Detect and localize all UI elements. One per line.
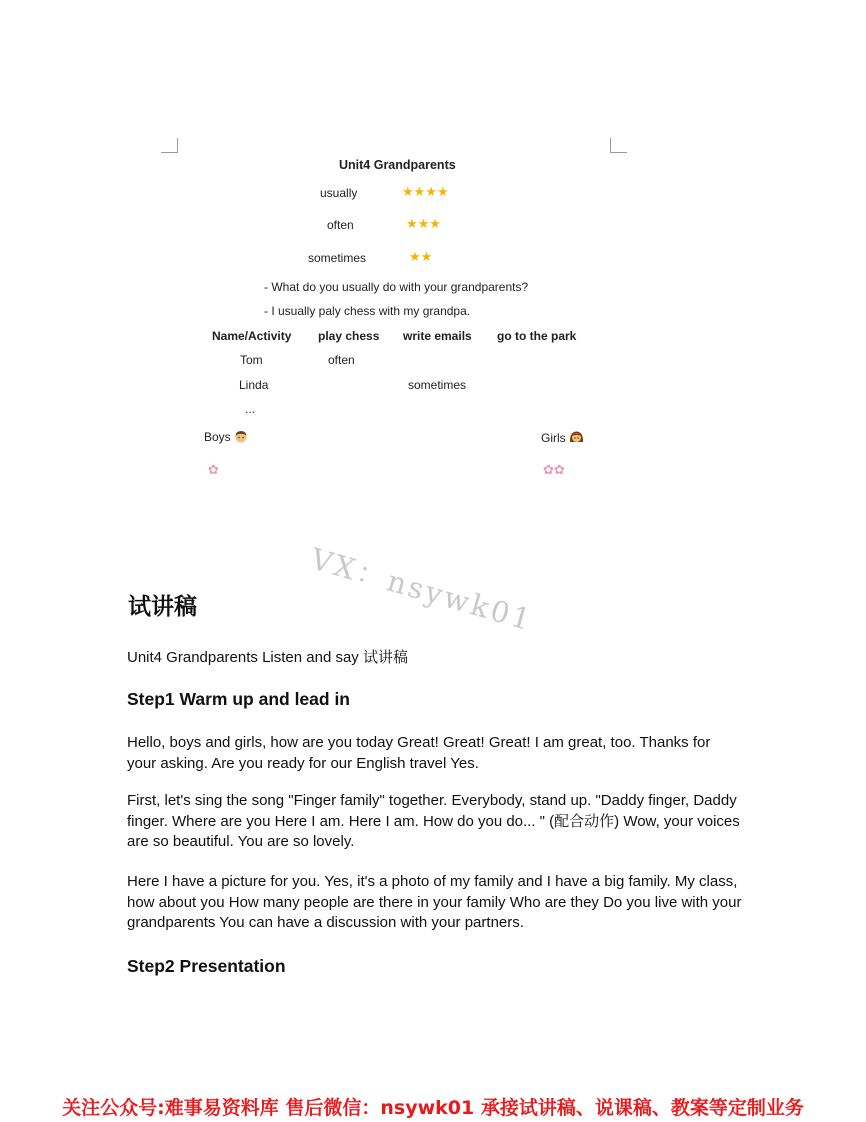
step1-heading: Step1 Warm up and lead in	[127, 689, 350, 709]
table-header: write emails	[403, 329, 472, 343]
frequency-word-usually: usually	[320, 186, 358, 200]
table-header: go to the park	[497, 329, 577, 343]
watermark-text: VX：nsywk01	[306, 541, 538, 638]
stars-icon-usually: ★★★★	[402, 184, 449, 199]
table-header: Name/Activity	[212, 329, 292, 343]
girls-flower-icon: ✿✿	[543, 462, 565, 477]
paragraph: Hello, boys and girls, how are you today Great! Great! Great! I am great, too. Thanks for your asking. Are you ready for our English travel Yes.	[127, 734, 711, 772]
dialogue-answer: - I usually paly chess with my grandpa.	[264, 304, 471, 318]
table-cell-name: Tom	[240, 353, 263, 367]
board-title: Unit4 Grandparents	[339, 158, 456, 172]
paragraph: Here I have a picture for you. Yes, it's a photo of my family and I have a big family. My class, how about you How many people are there in your family Who are they Do you live with your grandparents You can have a discussion with your partners.	[127, 873, 742, 931]
frequency-word-sometimes: sometimes	[308, 251, 367, 265]
table-header: play chess	[318, 329, 380, 343]
girl-emoji-icon	[566, 431, 584, 445]
footer-banner: 关注公众号:难事易资料库 售后微信：nsywk01 承接试讲稿、说课稿、教案等定制业务	[62, 1097, 804, 1119]
dialogue-question: - What do you usually do with your grandparents?	[264, 280, 529, 294]
table-cell-name: ...	[245, 402, 256, 416]
crop-mark-left	[161, 138, 178, 153]
script-subtitle: Unit4 Grandparents Listen and say 试讲稿	[127, 649, 408, 666]
girls-label: Girls	[541, 431, 566, 445]
boy-emoji-icon	[231, 430, 248, 444]
step2-heading: Step2 Presentation	[127, 956, 286, 976]
table-cell-play-chess: often	[328, 353, 355, 367]
boys-team	[204, 430, 248, 444]
boys-flower-icon: ✿	[208, 462, 219, 477]
crop-mark-right	[610, 138, 627, 153]
paragraph: First, let's sing the song "Finger family" together. Everybody, stand up. "Daddy finger, Daddy finger. Where are you Here I am. Here I am. How do you do... " (配合动作) Wow, your voices are so beautiful. You are so lovely.	[127, 792, 740, 850]
table-cell-write-emails: sometimes	[408, 378, 467, 392]
table-cell-name: Linda	[239, 378, 269, 392]
stars-icon-often: ★★★	[406, 216, 441, 231]
stars-icon-sometimes: ★★	[409, 249, 433, 264]
girls-team	[541, 430, 584, 445]
frequency-word-often: often	[327, 218, 354, 232]
script-title: 试讲稿	[128, 594, 197, 620]
boys-label: Boys	[204, 430, 231, 444]
